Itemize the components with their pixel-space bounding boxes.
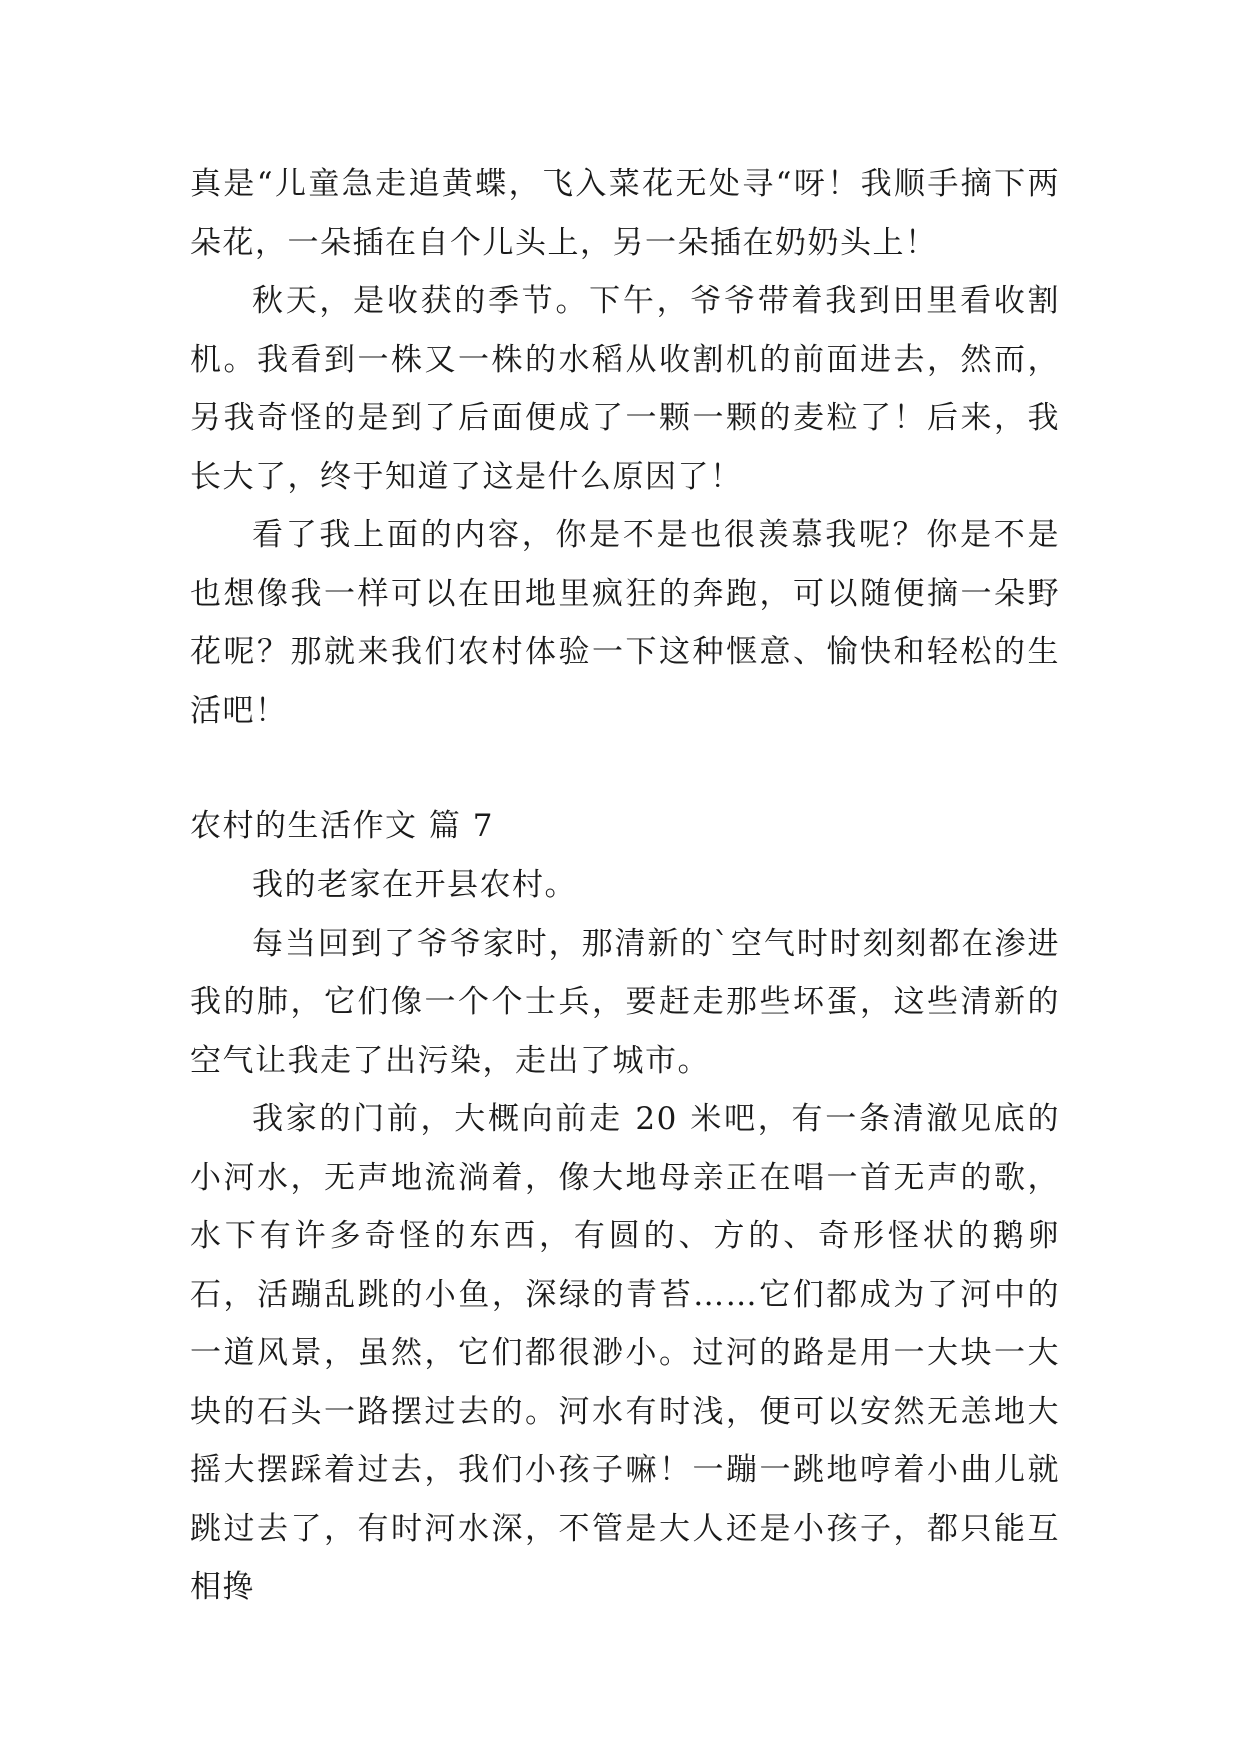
paragraph-fresh-air: 每当回到了爷爷家时，那清新的`空气时时刻刻都在渗进我的肺，它们像一个个士兵，要赶走那些坏蛋，这些清新的空气让我走了出污染，走出了城市。 [190,925,1060,1079]
section-heading-block [190,797,1060,856]
essay-continuation [190,155,1060,740]
paragraph-autumn-harvest: 秋天，是收获的季节。下午，爷爷带着我到田里看收割机。我看到一株又一株的水稻从收割机的前面进去，然而，另我奇怪的是到了后面便成了一颗一颗的麦粒了！后来，我长大了，终于知道了这是什么原因了！ [190,283,1060,495]
paragraph-river: 我家的门前，大概向前走 20 米吧，有一条清澈见底的小河水，无声地流淌着，像大地母亲正在唱一首无声的歌，水下有许多奇怪的东西，有圆的、方的、奇形怪状的鹅卵石，活蹦乱跳的小鱼，深绿的青苔……它们都成为了河中的一道风景，虽然，它们都很渺小。过河的路是用一大块一大块的石头一路摆过去的。河水有时浅，便可以安然无恙地大摇大摆踩着过去，我们小孩子嘛！一蹦一跳地哼着小曲儿就跳过去了，有时河水深，不管是大人还是小孩子，都只能互相搀 [190,1101,1060,1605]
paragraph-invitation: 看了我上面的内容，你是不是也很羡慕我呢？你是不是也想像我一样可以在田地里疯狂的奔跑，可以随便摘一朵野花呢？那就来我们农村体验一下这种惬意、愉快和轻松的生活吧！ [190,517,1060,729]
paragraph-butterfly: 真是“儿童急走追黄蝶，飞入菜花无处寻“呀！我顺手摘下两朵花，一朵插在自个儿头上，另一朵插在奶奶头上！ [190,166,1060,261]
paragraph-hometown: 我的老家在开县农村。 [252,867,577,903]
essay-7-body [190,856,1060,1617]
section-title: 农村的生活作文 篇 7 [190,808,494,844]
